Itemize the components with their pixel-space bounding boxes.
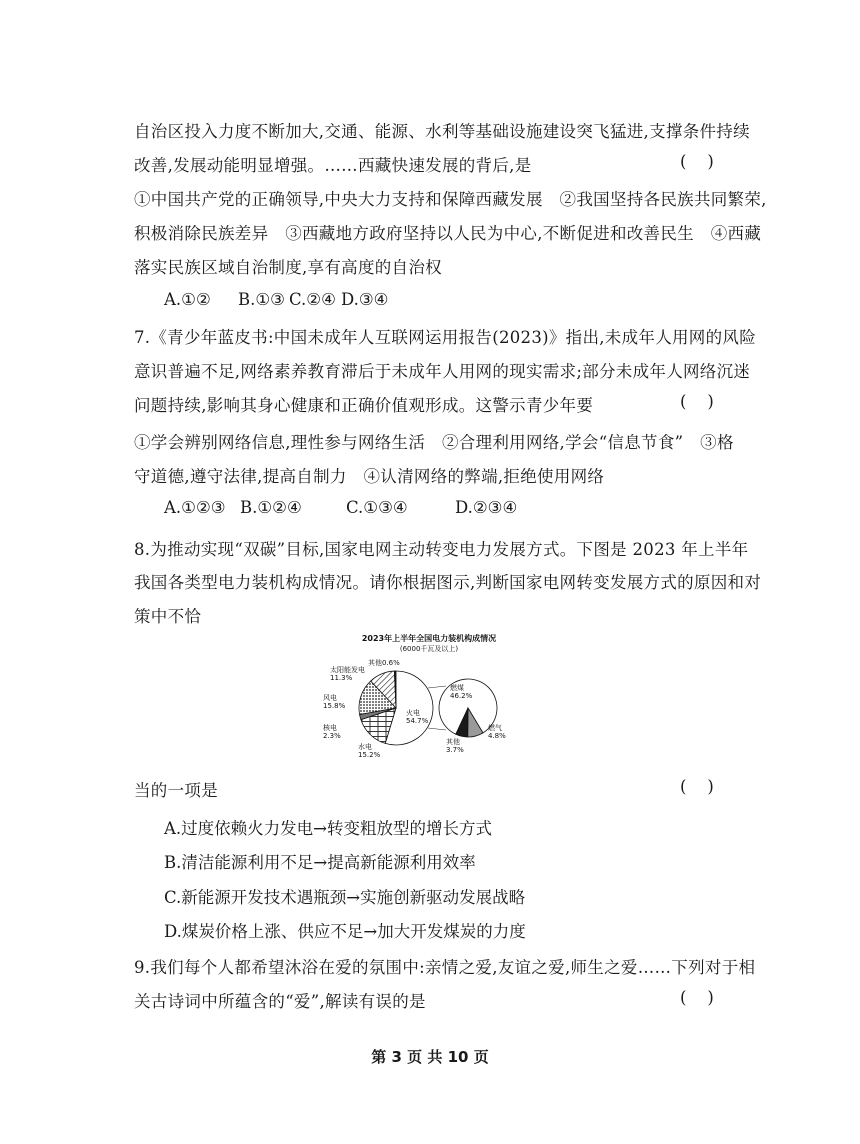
q6-text-line-1: 自治区投入力度不断加大,交通、能源、水利等基础设施建设突飞猛进,支撑条件持续	[134, 122, 750, 141]
q7-text-line-2: 意识普遍不足,网络素养教育滞后于未成年人用网的现实需求;部分未成年人网络沉迷	[134, 362, 751, 381]
q7-text-line-5: 守道德,遵守法律,提高自制力 ④认清网络的弊端,拒绝使用网络	[134, 467, 605, 486]
q6-option-b: B.①③	[238, 290, 285, 309]
q7-text-line-1: 7.《青少年蓝皮书:中国未成年人互联网运用报告(2023)》指出,未成年人用网的风险	[134, 328, 757, 347]
page-footer: 第 3 页 共 10 页	[371, 1048, 489, 1066]
q8-option-c: C.新能源开发技术遇瓶颈→实施创新驱动发展战略	[164, 888, 526, 907]
q8-option-a: A.过度依赖火力发电→转变粗放型的增长方式	[164, 819, 492, 838]
q7-text-line-4: ①学会辨别网络信息,理性参与网络生活 ②合理利用网络,学会“信息节食” ③格	[134, 433, 734, 452]
q8-option-d: D.煤炭价格上涨、供应不足→加大开发煤炭的力度	[164, 922, 526, 941]
chart-subtitle: (6000千瓦及以上)	[399, 645, 459, 653]
q6-text-line-5: 落实民族区域自治制度,享有高度的自治权	[134, 258, 442, 277]
pie2-value-3: 3.7%	[446, 746, 464, 754]
pie-label-2: 水电	[358, 743, 372, 751]
q6-text-line-4: 积极消除民族差异 ③西藏地方政府坚持以人民为中心,不断促进和改善民生 ④西藏	[134, 224, 762, 243]
q9-answer-blank: ( )	[680, 988, 714, 1007]
q7-option-b: B.①②④	[240, 498, 302, 517]
q9-text-line-1: 9.我们每个人都希望沐浴在爱的氛围中:亲情之爱,友谊之爱,师生之爱……下列对于相	[134, 958, 756, 977]
q6-option-d: D.③④	[341, 290, 389, 309]
pie-label-5: 太阳能发电	[330, 666, 365, 674]
connector-line-bottom	[428, 728, 446, 730]
q8-text-line-3: 策中不恰	[134, 607, 202, 626]
pie2-value-2: 4.8%	[488, 732, 506, 740]
q6-option-c: C.②④	[289, 290, 336, 309]
q6-text-line-2: 改善,发展动能明显增强。……西藏快速发展的背后,是	[134, 156, 532, 175]
q6-answer-blank: ( )	[680, 152, 714, 171]
q8-answer-blank: ( )	[680, 777, 714, 796]
pie-chart-main	[359, 671, 433, 745]
q8-text-line-4: 当的一项是	[134, 781, 218, 800]
pie-value-3: 2.3%	[323, 732, 341, 740]
q8-option-b: B.清洁能源利用不足→提高新能源利用效率	[164, 853, 476, 872]
q7-text-line-3: 问题持续,影响其身心健康和正确价值观形成。这警示青少年要	[134, 396, 594, 415]
pie-value-1: 54.7%	[406, 717, 429, 725]
pie-label-1: 火电	[406, 709, 420, 717]
power-capacity-chart	[318, 632, 540, 758]
pie2-label-3: 其他	[446, 738, 460, 746]
pie-label-6: 其他0.6%	[368, 659, 400, 667]
q8-text-line-2: 我国各类型电力装机构成情况。请你根据图示,判断国家电网转变发展方式的原因和对	[134, 573, 762, 592]
pie2-label-1: 燃煤	[450, 684, 464, 692]
pie2-value-1: 46.2%	[450, 692, 473, 700]
connector-line-top	[428, 686, 446, 688]
pie-label-3: 核电	[323, 724, 337, 732]
pie-value-4: 15.8%	[323, 702, 346, 710]
chart-title: 2023年上半年全国电力装机构成情况	[361, 634, 497, 643]
q7-option-d: D.②③④	[455, 498, 518, 517]
pie-value-5: 11.3%	[330, 674, 353, 682]
q7-option-a: A.①②③	[164, 498, 226, 517]
q6-option-a: A.①②	[164, 290, 211, 309]
q6-text-line-3: ①中国共产党的正确领导,中央大力支持和保障西藏发展 ②我国坚持各民族共同繁荣,	[134, 190, 767, 209]
q7-option-c: C.①③④	[346, 498, 408, 517]
q8-text-line-1: 8.为推动实现“双碳”目标,国家电网主动转变电力发展方式。下图是 2023 年上半年	[134, 540, 749, 559]
q7-answer-blank: ( )	[680, 392, 714, 411]
pie-label-4: 风电	[323, 694, 337, 702]
pie-value-2: 15.2%	[358, 751, 381, 758]
pie2-label-2: 燃气	[488, 724, 502, 732]
q9-text-line-2: 关古诗词中所蕴含的“爱”,解读有误的是	[134, 992, 426, 1011]
